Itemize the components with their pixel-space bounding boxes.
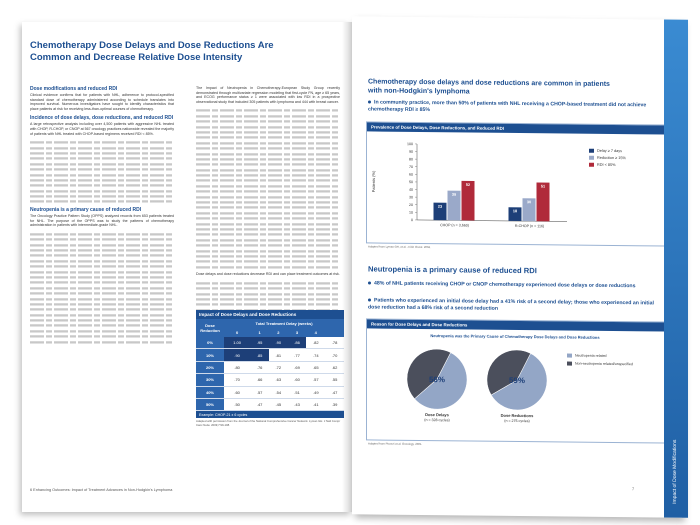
paragraph: The Oncology Practice Pattern Study (OPPS) analyzed records from 653 patients treated for NHL. The purpose of the OPPS was to study the patterns of chemotherapy administration in patients with intermediate-grade NHL. <box>30 214 174 228</box>
bullet-text: Patients who experienced an initial dose delay had a 41% risk of a second delay; those who experienced an initial dose reduction had a 68% risk of a second reduction <box>368 297 654 312</box>
text-lines <box>30 233 174 235</box>
section-heading: Dose modifications and reduced RDI <box>30 86 118 92</box>
text-lines <box>196 212 340 214</box>
table-cell: .70 <box>224 374 250 386</box>
text-lines <box>196 234 340 236</box>
text-lines <box>196 288 340 290</box>
bullet-item <box>368 99 658 115</box>
column-header: 1 <box>250 328 269 337</box>
section-tab-label: Impact of Dose Modifications <box>672 439 678 504</box>
y-tick-label: 50 <box>409 180 413 185</box>
chart-header: Prevalence of Dose Delays, Dose Reductions, and Reduced RDI <box>367 122 665 134</box>
text-lines <box>196 147 340 149</box>
table-cell: 1.00 <box>224 337 250 349</box>
left-page <box>22 22 352 512</box>
table-cell: .63 <box>269 374 288 386</box>
row-label: 0% <box>196 337 224 349</box>
text-lines <box>30 249 174 251</box>
bar-value-label: 39 <box>451 192 457 197</box>
y-axis-label: Patients (%) <box>371 170 376 193</box>
table-cell: .57 <box>250 386 269 398</box>
text-lines <box>30 201 174 203</box>
section-tab <box>664 20 688 518</box>
text-lines <box>196 137 340 139</box>
chart-source-note: Adapted from Picozzi et al. Oncology. 2001. <box>368 441 423 447</box>
pie-sublabel: (n = 328 cycles) <box>424 418 450 423</box>
table-cell: .90 <box>269 337 288 349</box>
row-header-label: Dose Reduction <box>196 319 224 337</box>
row-label: 20% <box>196 361 224 373</box>
text-lines <box>196 228 340 230</box>
text-lines <box>30 238 174 240</box>
text-lines <box>30 309 174 311</box>
section-heading: Neutropenia is a primary cause of reduced RDI <box>30 207 142 214</box>
rdi-impact-table <box>196 310 344 427</box>
text-lines <box>196 180 340 182</box>
bar-chart-box <box>366 121 666 246</box>
right-page <box>352 16 682 517</box>
paragraph: The Impact of Neutropenia in Chemotherapy-European Study Group recently demonstrated through multivariate regression modeling that first-cycle FN, age ≥ 65 years, and ECOG performance status ≥ 1 were associated with low RDI in a prospective observational study that included 305 patients with lymphoma and 444 with breast cancer. <box>196 86 340 104</box>
table-row <box>196 361 344 373</box>
text-lines <box>30 244 174 246</box>
text-lines <box>30 298 174 300</box>
column-header: 0 <box>224 328 250 337</box>
bullet-item <box>368 297 658 313</box>
y-tick-label: 100 <box>407 142 413 147</box>
table-row <box>196 386 344 398</box>
table-cell: .69 <box>288 361 307 373</box>
text-lines <box>30 163 174 165</box>
table-source-note: Adapted with permission from the Journal of the National Comprehensive Cancer Network. Lyman GH. J Natl Compr Canc Netw. 2009;7:99-108. <box>196 419 341 427</box>
bar-value-label: 51 <box>540 184 546 189</box>
x-tick-label: R-CHOP (n = 116) <box>514 223 545 229</box>
legend-swatch <box>567 354 572 358</box>
pie-value-label: 56% <box>428 375 446 385</box>
pie-chart-box <box>366 318 666 443</box>
table-cell: .81 <box>269 349 288 361</box>
legend-swatch <box>589 156 594 160</box>
right-page-footer: 7 <box>632 487 635 492</box>
table-cell: .45 <box>269 398 288 410</box>
table-cell: .57 <box>306 374 325 386</box>
text-lines <box>196 298 340 300</box>
text-lines <box>30 168 174 170</box>
table-row <box>196 337 344 349</box>
y-tick-label: 80 <box>409 157 413 162</box>
chart-subtitle: Neutropenia was the Primary Cause of Chemotherapy Dose Delays and Dose Reductions <box>430 333 600 340</box>
title-line-2: Common and Decrease Relative Dose Intensity <box>30 52 243 63</box>
text-lines <box>30 287 174 289</box>
bar-value-label: 23 <box>437 204 443 209</box>
pie-label: Dose Reductions <box>500 412 534 419</box>
text-lines <box>30 265 174 267</box>
legend-label: Neutropenia related <box>575 353 607 358</box>
text-lines <box>196 115 340 117</box>
heading-line-2: with non-Hodgkin's lymphoma <box>368 86 470 96</box>
table-footer: Example: CHOP-21 x 6 cycles <box>196 411 344 418</box>
text-lines <box>196 158 340 160</box>
table-cell: .51 <box>288 386 307 398</box>
text-lines <box>30 260 174 262</box>
x-tick-label: CHOP (n = 3,660) <box>440 223 469 228</box>
paragraph: Dose delays and dose reductions decrease RDI and can place treatment outcomes at risk. <box>196 272 340 277</box>
text-lines <box>30 276 174 278</box>
text-lines <box>196 196 340 198</box>
text-lines <box>30 336 174 338</box>
text-lines <box>30 314 174 316</box>
text-lines <box>30 271 174 273</box>
text-lines <box>196 174 340 176</box>
legend-label: RDI < 85% <box>597 162 616 168</box>
table-cell: .47 <box>325 386 344 398</box>
table-cell: .47 <box>250 398 269 410</box>
table-cell: .76 <box>250 361 269 373</box>
table-row <box>196 398 344 410</box>
table-cell: .77 <box>288 349 307 361</box>
text-lines <box>30 195 174 197</box>
text-lines <box>30 179 174 181</box>
text-lines <box>196 110 340 112</box>
bullet-item <box>368 280 658 290</box>
bullet-text: 48% of NHL patients receiving CHOP or CNOP chemotherapy experienced dose delays or dose reductions <box>374 280 636 290</box>
table-cell: .80 <box>224 361 250 373</box>
table-cell: .49 <box>306 386 325 398</box>
legend-swatch <box>567 362 572 366</box>
prevalence-bar-chart <box>367 131 663 238</box>
legend-swatch <box>589 163 594 167</box>
legend-label: Non-neutropenia related/unspecified <box>575 361 633 367</box>
y-tick-label: 10 <box>409 210 413 215</box>
table-cell: .39 <box>325 398 344 410</box>
row-label: 40% <box>196 386 224 398</box>
row-label: 10% <box>196 349 224 361</box>
section-heading-neutropenia: Neutropenia is a primary cause of reduced RDI <box>368 264 537 276</box>
text-lines <box>196 131 340 133</box>
bar-value-label: 18 <box>512 209 518 214</box>
text-lines <box>196 169 340 171</box>
table-cell: .60 <box>288 374 307 386</box>
heading-part: Incidence of dose delays, dose reductions, and <box>30 115 143 122</box>
table-title: Impact of Dose Delays and Dose Reductions <box>196 310 344 319</box>
text-lines <box>196 201 340 203</box>
column-group-label: Total Treatment Delay (weeks) <box>224 319 344 328</box>
text-lines <box>30 141 174 143</box>
right-page-heading <box>368 78 648 98</box>
text-lines <box>196 120 340 122</box>
text-lines <box>196 217 340 219</box>
text-lines <box>30 292 174 294</box>
text-lines <box>30 330 174 332</box>
table-cell: .54 <box>269 386 288 398</box>
text-lines <box>196 250 340 252</box>
bullet-icon <box>368 299 371 302</box>
column-header: 2 <box>269 328 288 337</box>
table-cell: .55 <box>325 374 344 386</box>
table-cell: .62 <box>325 361 344 373</box>
legend-label: Delay ≥ 7 days <box>597 148 623 154</box>
y-tick-label: 0 <box>411 218 413 223</box>
table-grid <box>196 319 344 411</box>
left-page-footer: 6 Enhancing Outcomes: Impact of Treatment Advances in Non-Hodgkin's Lymphoma <box>30 488 173 492</box>
bar-value-label: 30 <box>526 200 532 205</box>
bullet-icon <box>368 282 371 285</box>
table-cell: .70 <box>325 349 344 361</box>
text-lines <box>30 158 174 160</box>
title-line-1: Chemotherapy Dose Delays and Dose Reductions Are <box>30 40 274 51</box>
text-lines <box>30 282 174 284</box>
y-tick-label: 70 <box>409 164 413 170</box>
paragraph: A large retrospective analysis including over 4,500 patients with aggressive NHL treated with CHOP, R-CHOP, or CNOP at 567 oncology practices nationwide revealed the majority of patients with NHL treated with CHOP-based regimens received RDI < 85%. <box>30 122 174 136</box>
pie-sublabel: (n = 275 cycles) <box>504 418 530 424</box>
table-header-row <box>196 319 344 328</box>
text-lines <box>196 255 340 257</box>
table-cell: .85 <box>250 349 269 361</box>
left-page-title <box>30 40 330 64</box>
table-row <box>196 374 344 386</box>
text-lines <box>196 190 340 192</box>
heading-line-1: Chemotherapy dose delays and dose reductions are common in patients <box>368 78 610 88</box>
text-lines <box>30 147 174 149</box>
text-lines <box>196 261 340 263</box>
text-lines <box>196 239 340 241</box>
table-cell: .50 <box>224 398 250 410</box>
text-lines <box>30 303 174 305</box>
text-lines <box>196 244 340 246</box>
text-lines <box>30 152 174 154</box>
y-tick-label: 90 <box>409 149 413 154</box>
text-lines <box>30 185 174 187</box>
bullet-icon <box>368 101 371 104</box>
table-cell: .72 <box>269 361 288 373</box>
table-cell: .65 <box>306 361 325 373</box>
text-lines <box>30 325 174 327</box>
text-lines <box>30 255 174 257</box>
heading-part: reduced RDI <box>143 115 174 122</box>
paragraph: Clinical evidence confirms that for patients with NHL, adherence to protocol-specified standard dose of chemotherapy administered according to schedule translates into improved survival. Numerous investigators have sought to identify characteristics that place patients at risk for receiving less-than-optimal courses of chemotherapy. <box>30 93 174 111</box>
text-lines <box>196 153 340 155</box>
section-heading <box>30 115 174 121</box>
left-column <box>30 86 174 345</box>
table-cell: .41 <box>306 398 325 410</box>
text-lines <box>196 304 340 306</box>
text-lines <box>30 341 174 343</box>
column-header: 3 <box>288 328 307 337</box>
table-cell: .43 <box>288 398 307 410</box>
table-cell: .78 <box>325 337 344 349</box>
table-cell: .95 <box>250 337 269 349</box>
text-lines <box>30 174 174 176</box>
table-cell: .60 <box>224 386 250 398</box>
chart-header: Reason for Dose Delays and Dose Reductions <box>367 319 665 331</box>
row-label: 50% <box>196 398 224 410</box>
text-lines <box>196 207 340 209</box>
table-cell: .74 <box>306 349 325 361</box>
text-lines <box>30 190 174 192</box>
text-lines <box>196 282 340 284</box>
table-cell: .86 <box>288 337 307 349</box>
table-cell: .90 <box>224 349 250 361</box>
y-tick-label: 30 <box>409 195 413 200</box>
text-lines <box>196 185 340 187</box>
y-tick-label: 40 <box>409 187 413 192</box>
bullet-text: In community practice, more than 50% of patients with NHL receiving a CHOP-based treatment did not achieve chemotherapy RDI ≥ 85% <box>368 99 647 113</box>
text-lines <box>196 126 340 128</box>
row-label: 30% <box>196 374 224 386</box>
text-lines <box>196 223 340 225</box>
table-body <box>196 337 344 411</box>
text-lines <box>196 142 340 144</box>
pie-value-label: 59% <box>508 375 526 386</box>
text-lines <box>196 164 340 166</box>
legend-swatch <box>589 149 594 153</box>
y-tick-label: 20 <box>409 202 413 208</box>
table-row <box>196 349 344 361</box>
table-cell: .66 <box>250 374 269 386</box>
legend-label: Reduction ≥ 15% <box>597 155 626 161</box>
y-tick-label: 60 <box>409 172 413 177</box>
bar-value-label: 52 <box>465 182 471 187</box>
chart-source-note: Adapted from Lyman GH, et al. J Clin Oncol. 2004. <box>368 244 431 250</box>
text-lines <box>30 319 174 321</box>
text-lines <box>196 266 340 268</box>
text-lines <box>196 293 340 295</box>
reason-pie-charts <box>367 328 663 435</box>
column-header: 4 <box>306 328 325 337</box>
table-cell: .82 <box>306 337 325 349</box>
pie-label: Dose Delays <box>425 412 449 418</box>
right-column <box>196 86 340 319</box>
